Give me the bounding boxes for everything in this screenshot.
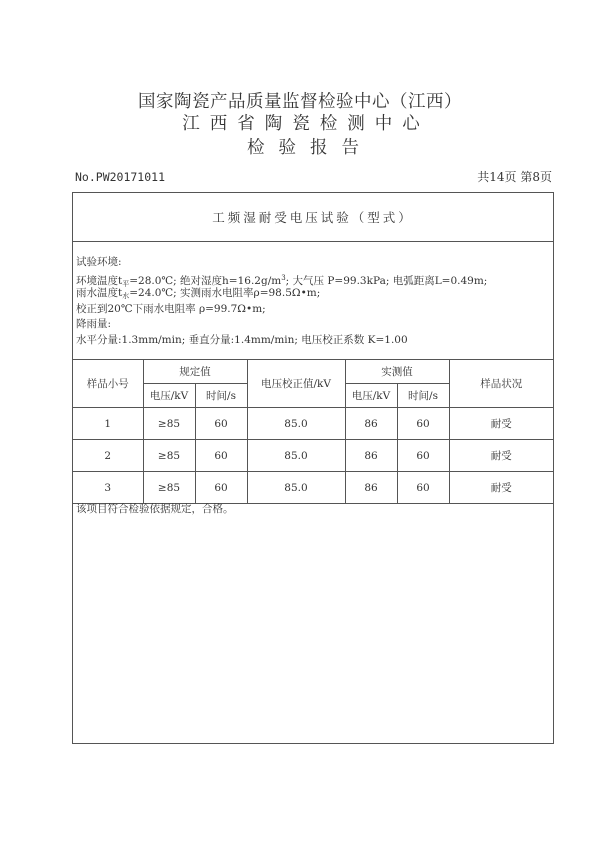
test-environment: [76, 255, 546, 348]
cell-sample: 1: [73, 408, 143, 440]
header-measured: 实测值: [345, 360, 449, 384]
cell-status: 耐受: [449, 408, 553, 440]
environment-rainfall-values: 水平分量:1.3mm/min; 垂直分量:1.4mm/min; 电压校正系数 K=1.00: [76, 333, 408, 346]
provincial-center-name: 江西省陶瓷检测中心: [182, 114, 430, 134]
table-row: [73, 440, 553, 472]
report-number: No.PW20171011: [75, 170, 166, 184]
table-row: [73, 472, 553, 504]
header-status: 样品状况: [449, 360, 553, 408]
cell-meas-voltage: 86: [345, 408, 397, 440]
cell-sample: 3: [73, 472, 143, 504]
cell-status: 耐受: [449, 472, 553, 504]
report-frame: [72, 192, 554, 744]
cell-corrected: 85.0: [247, 408, 345, 440]
cell-spec-time: 60: [195, 440, 247, 472]
cell-meas-time: 60: [397, 472, 449, 504]
environment-rainfall-label: 降雨量:: [76, 318, 112, 330]
results-table: [73, 359, 553, 504]
header-specified: 规定值: [143, 360, 247, 384]
cell-spec-time: 60: [195, 408, 247, 440]
table-row: [73, 408, 553, 440]
environment-label: 试验环境:: [76, 256, 122, 268]
cell-corrected: 85.0: [247, 440, 345, 472]
cell-spec-time: 60: [195, 472, 247, 504]
center-name: 国家陶瓷产品质量监督检验中心（江西）: [138, 92, 462, 112]
report-heading: 检验报告: [247, 138, 373, 158]
cell-meas-time: 60: [397, 440, 449, 472]
cell-spec-voltage: ≥85: [143, 472, 195, 504]
subheader-meas-time: 时间/s: [397, 384, 449, 408]
cell-meas-voltage: 86: [345, 472, 397, 504]
environment-ambient: 环境温度$t_平=28.0℃$; 绝对湿度$h=16.2g/m^3$; 大气压 P=99.3kPa; 电弧距离L=0.49m;: [76, 273, 488, 288]
cell-sample: 2: [73, 440, 143, 472]
subheader-meas-voltage: 电压/kV: [345, 384, 397, 408]
environment-rain-temperature: 雨水温度$t_水=24.0℃$; 实测雨水电阻率ρ=98.5Ω•m;: [76, 287, 321, 300]
cell-meas-time: 60: [397, 408, 449, 440]
test-title: 工频湿耐受电压试验（型式）: [73, 193, 553, 242]
subheader-spec-time: 时间/s: [195, 384, 247, 408]
header-corrected-voltage: 电压校正值/kV: [247, 360, 345, 408]
table-header-row: [73, 360, 553, 384]
page-indicator: 共14页 第8页: [477, 170, 552, 184]
subheader-spec-voltage: 电压/kV: [143, 384, 195, 408]
header-sample: 样品小号: [73, 360, 143, 408]
conclusion-text: 该项目符合检验依据规定，合格。: [76, 503, 234, 515]
cell-corrected: 85.0: [247, 472, 345, 504]
cell-spec-voltage: ≥85: [143, 440, 195, 472]
cell-status: 耐受: [449, 440, 553, 472]
cell-spec-voltage: ≥85: [143, 408, 195, 440]
environment-corrected-resistivity: 校正到20℃下雨水电阻率 ρ=99.7Ω•m;: [76, 302, 266, 315]
cell-meas-voltage: 86: [345, 440, 397, 472]
